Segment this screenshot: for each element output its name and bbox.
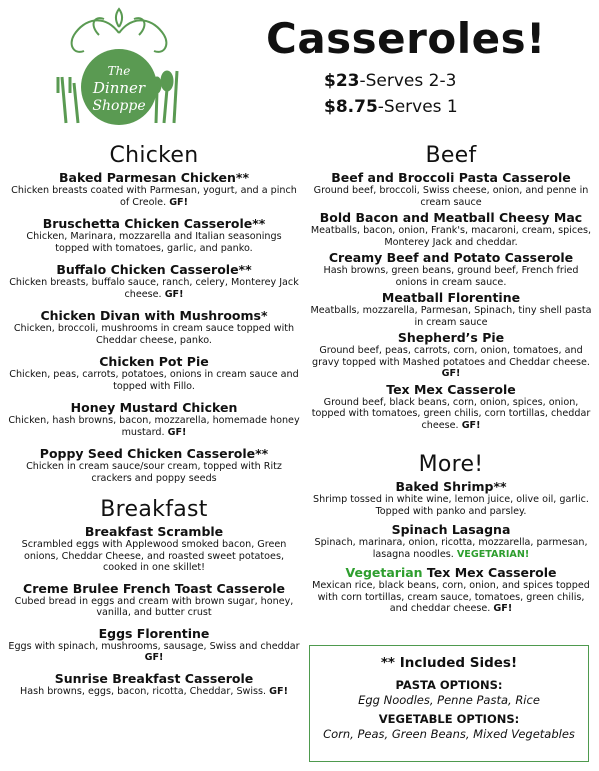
section-heading-more: More!	[418, 452, 484, 477]
menu-item-name-text: Beef and Broccoli Pasta Casserole	[331, 170, 571, 185]
vegetarian-label: Vegetarian	[345, 565, 423, 580]
menu-item-name	[310, 290, 592, 305]
menu-item-description	[310, 225, 592, 248]
menu-item-description	[310, 265, 592, 288]
menu-item-name-text: Tex Mex Casserole	[386, 381, 516, 397]
gluten-free-badge: GF!	[167, 426, 187, 438]
menu-item-name	[8, 671, 300, 686]
logo-line-3: Shoppe	[92, 98, 146, 114]
vegetarian-badge: VEGETARIAN!	[456, 548, 530, 560]
menu-item-name-text: Chicken Pot Pie	[99, 354, 209, 369]
menu-item	[310, 290, 592, 328]
menu-item	[310, 170, 592, 208]
menu-item-description-text: Hash browns, green beans, ground beef, French fried onions in cream sauce.	[323, 265, 579, 288]
menu-item-name-text: Bruschetta Chicken Casserole**	[42, 216, 266, 231]
menu-item-description	[8, 461, 300, 484]
menu-item-name-text: Buffalo Chicken Casserole**	[56, 262, 252, 277]
left-column	[8, 142, 300, 697]
menu-item-name	[310, 522, 592, 537]
section-heading-chicken: Chicken	[109, 143, 199, 168]
menu-item-description	[8, 539, 300, 574]
menu-item-name-text: Eggs Florentine	[98, 625, 210, 641]
menu-item-name	[8, 354, 300, 369]
menu-item-description-text: Cubed bread in eggs and cream with brown sugar, honey, vanilla, and butter crust	[14, 595, 294, 618]
vegetable-options-list: Corn, Peas, Green Beans, Mixed Vegetables	[323, 727, 575, 741]
menu-item-description-text: Chicken, peas, carrots, potatoes, onions in cream sauce and topped with Fillo.	[9, 369, 299, 392]
menu-item-description-text: Eggs with spinach, mushrooms, sausage, Swiss and cheddar	[8, 640, 300, 652]
menu-item-description-text: Chicken in cream sauce/sour cream, topped with Ritz crackers and poppy seeds	[26, 461, 282, 484]
section-heading-breakfast: Breakfast	[100, 497, 208, 522]
menu-item-description-text: Hash browns, eggs, bacon, ricotta, Cheddar, Swiss.	[20, 685, 267, 697]
price-large-amount: $23	[324, 71, 360, 91]
menu-item-name	[310, 210, 592, 225]
menu-item-description	[8, 641, 300, 664]
right-column	[310, 142, 592, 615]
menu-item	[8, 446, 300, 484]
menu-item	[310, 250, 592, 288]
logo-line-1: The	[107, 64, 131, 78]
menu-item-name-text: Sunrise Breakfast Casserole	[54, 670, 254, 686]
menu-item-description-text: Ground beef, black beans, corn, onion, spices, onion, topped with tomatoes, green chilis, corn tortillas, cheddar cheese.	[311, 396, 591, 431]
menu-item-name	[8, 524, 300, 539]
menu-item-description	[8, 277, 300, 300]
gluten-free-badge: GF!	[461, 419, 481, 431]
gluten-free-badge: GF!	[144, 652, 164, 663]
menu-item-name	[310, 170, 592, 185]
menu-item-description-text: Ground beef, broccoli, Swiss cheese, onion, and penne in cream sauce	[313, 185, 589, 208]
menu-item-description	[8, 415, 300, 438]
menu-item-description-text: Meatballs, mozzarella, Parmesan, Spinach, tiny shell pasta in cream sauce	[310, 305, 592, 328]
menu-item-name-text: Spinach Lasagna	[391, 522, 511, 537]
menu-item-name-text: Honey Mustard Chicken	[70, 400, 238, 415]
menu-item-description-text: Ground beef, peas, carrots, corn, onion, tomatoes, and gravy topped with Mashed potatoes and Cheddar cheese.	[312, 345, 590, 368]
menu-item-description-text: Chicken, broccoli, mushrooms in cream sauce topped with Cheddar cheese, panko.	[13, 323, 295, 346]
menu-item-name-text: Creme Brulee French Toast Casserole	[23, 580, 285, 596]
gluten-free-badge: GF!	[164, 288, 184, 300]
price-small	[324, 96, 458, 118]
menu-item	[8, 671, 300, 698]
menu-item-description-text: Chicken, hash browns, bacon, mozzarella, homemade honey mustard.	[8, 415, 300, 438]
menu-item-description	[8, 323, 300, 346]
price-large	[324, 70, 456, 92]
menu-item-description-text: Spinach, marinara, onion, ricotta, mozzarella, parmesan, lasagna noodles.	[314, 537, 588, 560]
gluten-free-badge: GF!	[493, 603, 513, 614]
menu-item-name	[310, 250, 592, 265]
dinner-shoppe-logo	[44, 5, 194, 135]
breakfast-list	[8, 524, 300, 697]
price-large-serves: -Serves 2-3	[359, 71, 457, 91]
menu-item-description-text: Chicken, Marinara, mozzarella and Italian seasonings topped with tomatoes, garlic, and panko.	[26, 231, 282, 254]
menu-item-description	[310, 185, 592, 208]
menu-item-description-text: Chicken breasts coated with Parmesan, yogurt, and a pinch of Creole.	[11, 185, 297, 208]
menu-item-description	[310, 494, 592, 517]
menu-item-name-text: Tex Mex Casserole	[422, 565, 557, 580]
menu-item-description-text: Meatballs, bacon, onion, Frank's, macaroni, cream, spices, Monterey Jack and cheddar.	[310, 225, 592, 248]
menu-item	[310, 330, 592, 380]
menu-item-name	[8, 626, 300, 641]
menu-item	[8, 626, 300, 664]
menu-item-description	[8, 596, 300, 619]
menu-item-description	[8, 686, 300, 698]
logo-line-2: Dinner	[92, 79, 146, 97]
menu-item-name	[310, 479, 592, 494]
menu-item-name	[310, 565, 592, 580]
menu-item-description	[8, 369, 300, 392]
menu-item-description-text: Mexican rice, black beans, corn, onion, and spices topped with corn tortillas, cream sauce, tomatoes, green chilis, and cheddar cheese.	[312, 580, 590, 614]
included-sides-box	[309, 645, 589, 762]
menu-item-description-text: Shrimp tossed in white wine, lemon juice, olive oil, garlic. Topped with panko and parsley.	[313, 494, 589, 517]
gluten-free-badge: GF!	[269, 685, 288, 697]
menu-item-name-text: Bold Bacon and Meatball Cheesy Mac	[319, 210, 583, 225]
menu-item-name	[8, 400, 300, 415]
menu-item-name	[8, 262, 300, 277]
menu-item-name	[310, 382, 592, 397]
menu-item-name	[8, 170, 300, 185]
menu-item	[310, 210, 592, 248]
menu-item-name-text: Meatball Florentine	[381, 290, 521, 305]
menu-item-name	[8, 581, 300, 596]
menu-item-name	[8, 308, 300, 323]
menu-item-name	[310, 330, 592, 345]
menu-item-description-text: Scrambled eggs with Applewood smoked bacon, Green onions, Cheddar Cheese, and roasted sweet potatoes, cooked in one skillet!	[21, 539, 287, 573]
menu-item-name-text: Shepherd’s Pie	[397, 330, 505, 345]
pasta-options-list: Egg Noodles, Penne Pasta, Rice	[358, 693, 540, 707]
menu-item-name	[8, 446, 300, 461]
menu-item-description	[310, 305, 592, 328]
menu-item-name-text: Breakfast Scramble	[84, 524, 224, 539]
page-title: Casseroles!	[266, 14, 546, 63]
vegetable-options-label: VEGETABLE OPTIONS:	[378, 712, 520, 726]
gluten-free-badge: GF!	[169, 196, 188, 208]
menu-item-description	[8, 185, 300, 208]
menu-item-name-text: Chicken Divan with Mushrooms*	[40, 308, 268, 323]
more-list	[310, 479, 592, 615]
menu-item	[310, 479, 592, 517]
menu-item-name-text: Creamy Beef and Potato Casserole	[328, 250, 574, 265]
price-small-amount: $8.75	[324, 97, 378, 117]
chicken-list	[8, 170, 300, 484]
menu-item-description	[310, 397, 592, 432]
menu-item-description	[8, 231, 300, 254]
menu-item-description	[310, 580, 592, 615]
pasta-options-label: PASTA OPTIONS:	[395, 678, 503, 692]
menu-item	[8, 170, 300, 208]
menu-item	[8, 524, 300, 574]
menu-item	[8, 581, 300, 619]
sides-heading: ** Included Sides!	[380, 655, 518, 671]
gluten-free-badge: GF!	[441, 368, 461, 379]
menu-item	[8, 216, 300, 254]
menu-item	[310, 522, 592, 560]
price-small-serves: -Serves 1	[377, 97, 458, 117]
menu-item-description	[310, 345, 592, 380]
menu-item	[8, 400, 300, 438]
menu-item-name-text: Poppy Seed Chicken Casserole**	[39, 446, 269, 461]
menu-item-name-text: Baked Parmesan Chicken**	[59, 170, 249, 185]
menu-item-name-text: Baked Shrimp**	[395, 479, 507, 494]
section-heading-beef: Beef	[425, 143, 477, 168]
menu-item	[8, 354, 300, 392]
menu-item-name	[8, 216, 300, 231]
menu-item	[8, 308, 300, 346]
menu-item-description-text: Chicken breasts, buffalo sauce, ranch, celery, Monterey Jack cheese.	[9, 277, 299, 300]
menu-item-description	[310, 537, 592, 560]
beef-list	[310, 170, 592, 431]
menu-item	[310, 565, 592, 615]
menu-item	[8, 262, 300, 300]
menu-item	[310, 382, 592, 432]
